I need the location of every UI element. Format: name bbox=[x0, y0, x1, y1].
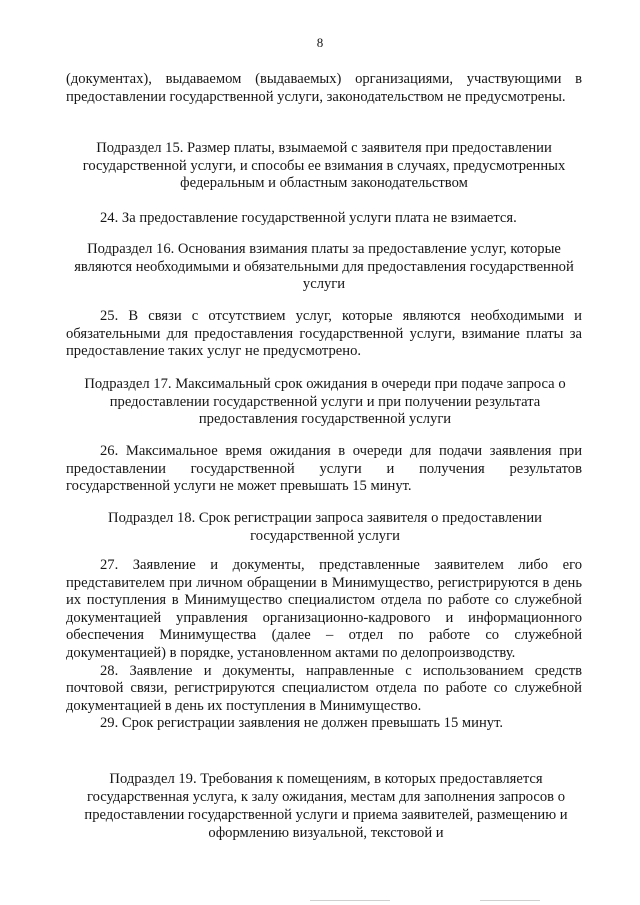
continuation-paragraph: (документах), выдаваемом (выдаваемых) организациями, участвующими в предоставлении государственной услуги, законодательством не предусмотрены. bbox=[66, 71, 582, 105]
subsection-19-heading: Подраздел 19. Требования к помещениям, в которых предоставляется государственная услуга, к залу ожидания, местам для заполнения запросов о предоставлении государственной услуги и приема заявителей, размещению и оформлению визуальной, текстовой и bbox=[84, 771, 568, 841]
scan-artifact bbox=[310, 900, 390, 901]
paragraph-27-text: 27. Заявление и документы, представленные заявителем либо его представителем при личном обращении в Минимущество, регистрируются в день их поступления в Минимущество специалистом отдела по работе со служебной документацией управления организационно-кадрового и информационного обеспечения Минимущества (далее – отдел по работе со служебной документацией) в порядке, установленном актами по делопроизводству. bbox=[66, 557, 582, 661]
subsection-18-heading: Подраздел 18. Срок регистрации запроса заявителя о предоставлении государственной услуги bbox=[108, 510, 542, 544]
paragraph-24-text: 24. За предоставление государственной услуги плата не взимается. bbox=[100, 210, 517, 226]
paragraph-26-text: 26. Максимальное время ожидания в очереди для подачи заявления при предоставлении государственной услуги и получения результатов государственной услуги не может превышать 15 минут. bbox=[66, 443, 582, 494]
paragraph-24 bbox=[66, 210, 582, 228]
subsection-17-heading: Подраздел 17. Максимальный срок ожидания в очереди при подаче запроса о предоставлении государственной услуги и при получении результата предоставления государственной услуги bbox=[84, 376, 566, 427]
page-number: 8 bbox=[316, 35, 324, 50]
paragraph-28-text: 28. Заявление и документы, направленные с использованием средств почтовой связи, регистрируются специалистом отдела по работе со служебной документацией в день их поступления в Минимущество. bbox=[66, 662, 582, 714]
paragraph-29-text: 29. Срок регистрации заявления не должен превышать 15 минут. bbox=[100, 715, 504, 732]
paragraph-26 bbox=[66, 443, 582, 496]
paragraph-25 bbox=[66, 308, 582, 361]
subsection-15-heading: Подраздел 15. Размер платы, взымаемой с заявителя при предоставлении государственной услуги, и способы ее взимания в случаях, предусмотренных федеральным и областным законодательством bbox=[82, 140, 566, 191]
subsection-16-heading: Подраздел 16. Основания взимания платы за предоставление услуг, которые являются необходимыми и обязательными для предоставления государственной услуги bbox=[74, 241, 574, 292]
paragraph-25-text: 25. В связи с отсутствием услуг, которые являются необходимыми и обязательными для предоставления государственной услуги, взимание платы за предоставление таких услуг не предусмотрено. bbox=[66, 308, 582, 359]
scan-artifact bbox=[480, 900, 540, 901]
paragraphs-27-29 bbox=[66, 557, 582, 733]
